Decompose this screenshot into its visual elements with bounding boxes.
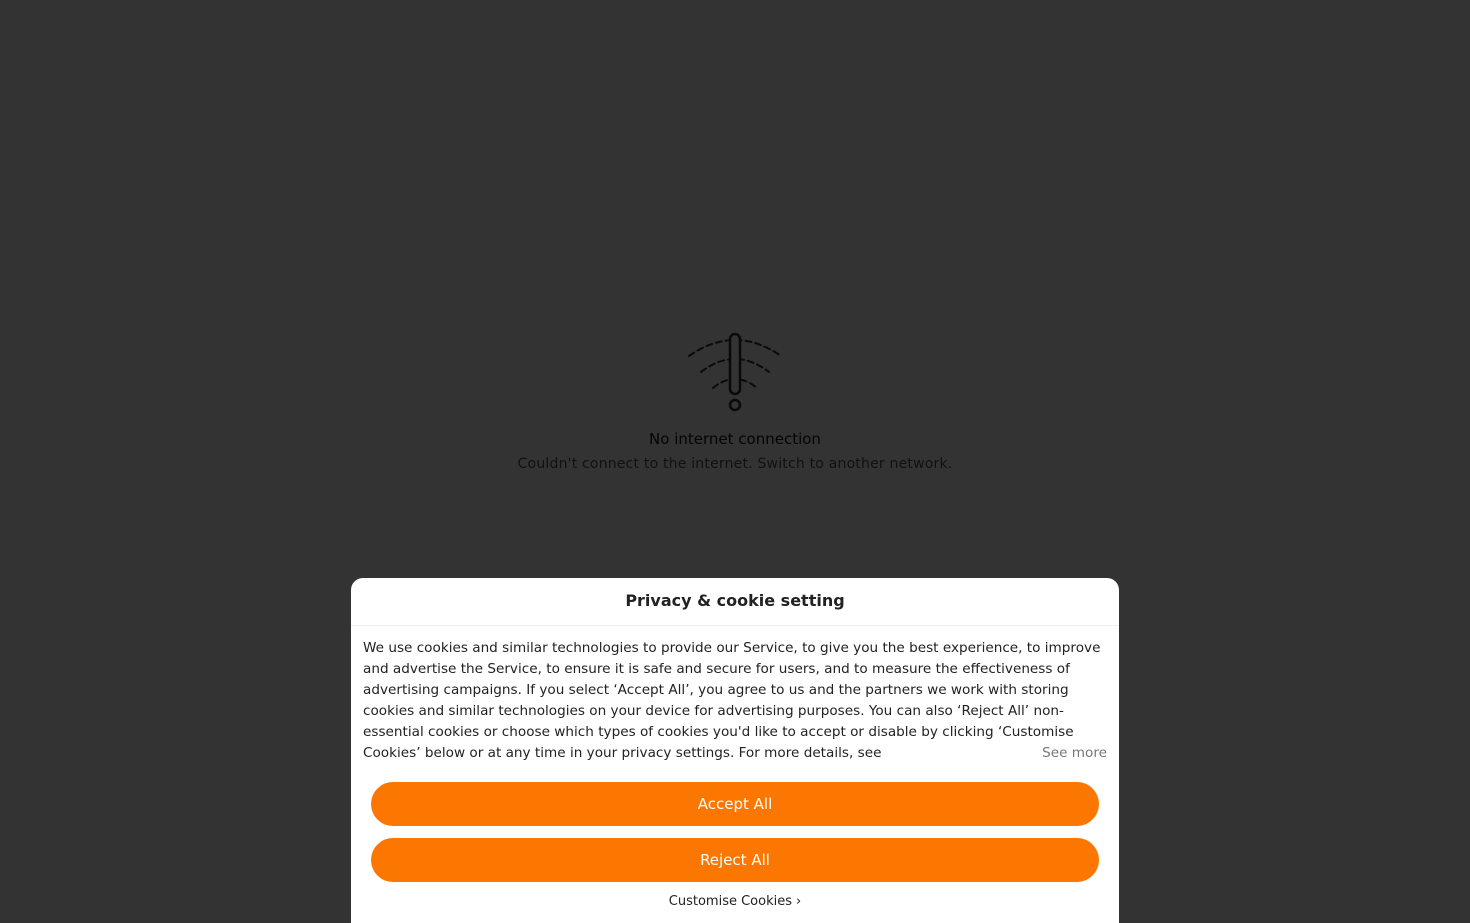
dialog-title: Privacy & cookie setting (351, 578, 1119, 626)
cookie-description-text: We use cookies and similar technologies to provide our Service, to give you the best experience, to improve and advertise the Service, to ensure it is safe and secure for users, and to measure the effectiveness of advertising campaigns. If you select ‘Accept All’, you agree to us and the partners we work with storing cookies and similar technologies on your device for advertising purposes. You can also ‘Reject All’ non-essential cookies or choose which types of cookies you'd like to accept or disable by clicking ‘Customise Cookies’ below or at any time in your privacy settings. For more details, see (363, 640, 1101, 761)
customise-cookies-link[interactable] (351, 894, 1119, 909)
chevron-right-icon: › (796, 894, 802, 909)
reject-all-button[interactable]: Reject All (371, 838, 1099, 882)
customise-cookies-label: Customise Cookies (668, 894, 792, 909)
see-more-link[interactable]: See more (1012, 743, 1107, 764)
cookie-dialog (351, 578, 1119, 923)
cookie-description (363, 638, 1107, 764)
accept-all-button[interactable]: Accept All (371, 782, 1099, 826)
